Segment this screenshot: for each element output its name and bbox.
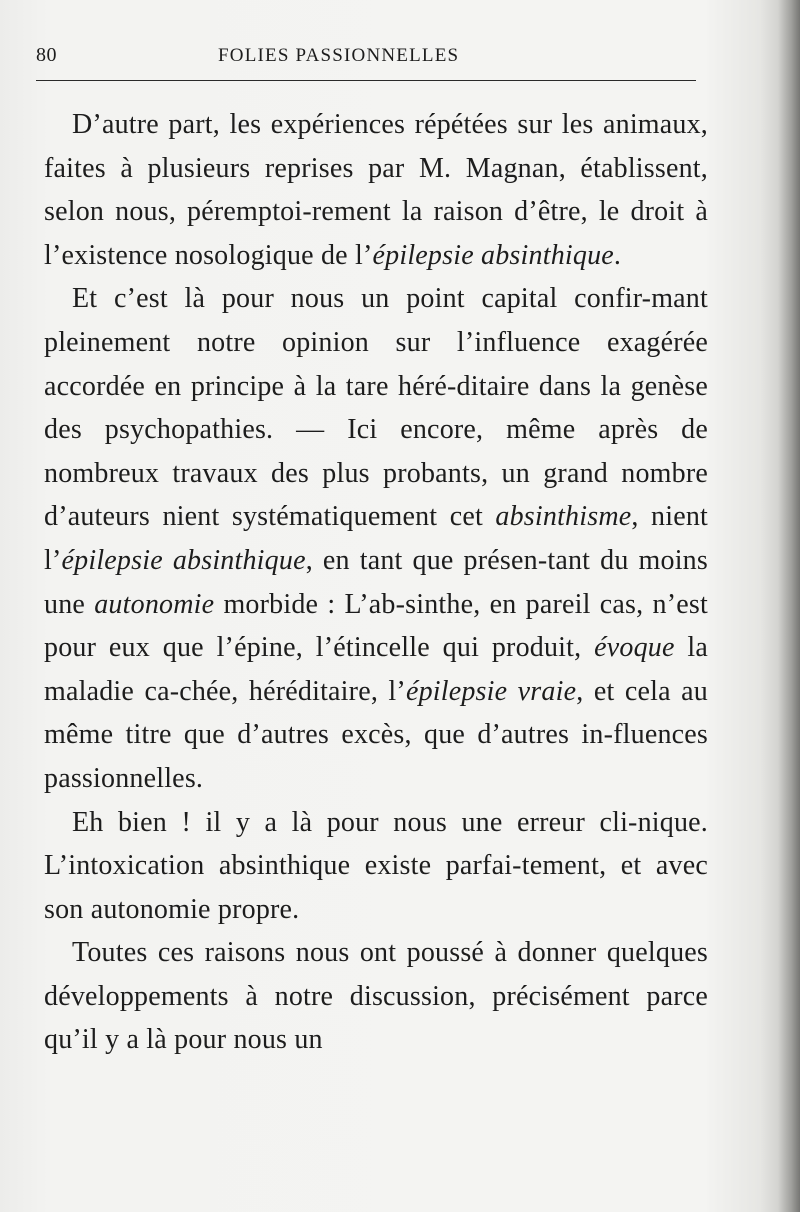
header-rule (36, 80, 696, 81)
text-run: l’étincelle qui produit, (315, 632, 595, 664)
text-run: . (613, 239, 622, 271)
paragraph (44, 931, 708, 1062)
text-run: sinthe, en pareil cas, n’est pour eux que l’épine, (44, 588, 708, 664)
text-run: exagérée accordée en principe à la tare héré- (44, 326, 709, 402)
text-run: Et c’est là pour nous un point capital confir- (72, 283, 652, 315)
text-run: fluences passionnelles. (44, 719, 708, 794)
italic-term: épilepsie absinthique (61, 544, 306, 576)
text-run: encore, même après de nombreux travaux des (44, 414, 709, 489)
page-header (36, 44, 696, 74)
text-run: l’ (44, 544, 62, 576)
running-title: FOLIES PASSIONNELLES (218, 45, 460, 66)
italic-term: absinthisme (495, 501, 632, 533)
text-run: M. Magnan, établissent, selon nous, péremptoi- (44, 152, 708, 228)
paragraph (44, 277, 708, 800)
text-run: Eh bien ! il y a là pour nous une erreur cli- (72, 806, 638, 838)
text-run: tement, et avec son autonomie propre. (44, 850, 708, 925)
paragraph (44, 103, 708, 277)
italic-term: évoque (594, 632, 675, 664)
text-run: chée, héréditaire, l’ (179, 675, 406, 707)
italic-term: épilepsie absinthique (372, 239, 614, 271)
text-run: morbide : L’ab- (214, 588, 406, 620)
text-run: D’autre part, les expériences répétées sur (72, 109, 553, 140)
text-run: même titre que d’autres excès, que d’autres in- (44, 719, 614, 751)
text-run: , et cela au (576, 675, 708, 707)
text-run: nosologique de l’ (174, 239, 373, 271)
text-run: les animaux, faites à plusieurs reprises par (44, 109, 709, 184)
page-number: 80 (36, 44, 57, 66)
text-run: nique. L’intoxication absinthique existe parfai- (44, 806, 708, 882)
italic-term: épilepsie vraie (405, 675, 577, 707)
text-run: , en tant que présen- (305, 544, 548, 576)
text-run: , nient (631, 501, 709, 533)
text-run: précisément parce qu’il y a là pour nous un (44, 980, 708, 1056)
text-run: nient systématiquement cet (162, 501, 496, 533)
text-run: rement la raison d’être, le droit à l’existence (44, 196, 708, 271)
text-run: la maladie ca- (44, 632, 709, 707)
text-run: mant pleinement notre opinion sur l’influence (44, 283, 708, 358)
text-run: tant du moins une (44, 544, 708, 620)
text-run: ditaire dans la genèse des psychopathies. — Ici (44, 370, 708, 446)
italic-term: autonomie (94, 588, 215, 620)
text-run: quelques développements à notre discussion, (44, 937, 708, 1012)
text-run: plus probants, un grand nombre d’auteurs (44, 457, 708, 533)
body-text (44, 103, 708, 1062)
text-run: Toutes ces raisons nous ont poussé à donner (72, 937, 597, 969)
page-gutter-shadow (778, 0, 800, 1212)
paragraph (44, 801, 708, 932)
